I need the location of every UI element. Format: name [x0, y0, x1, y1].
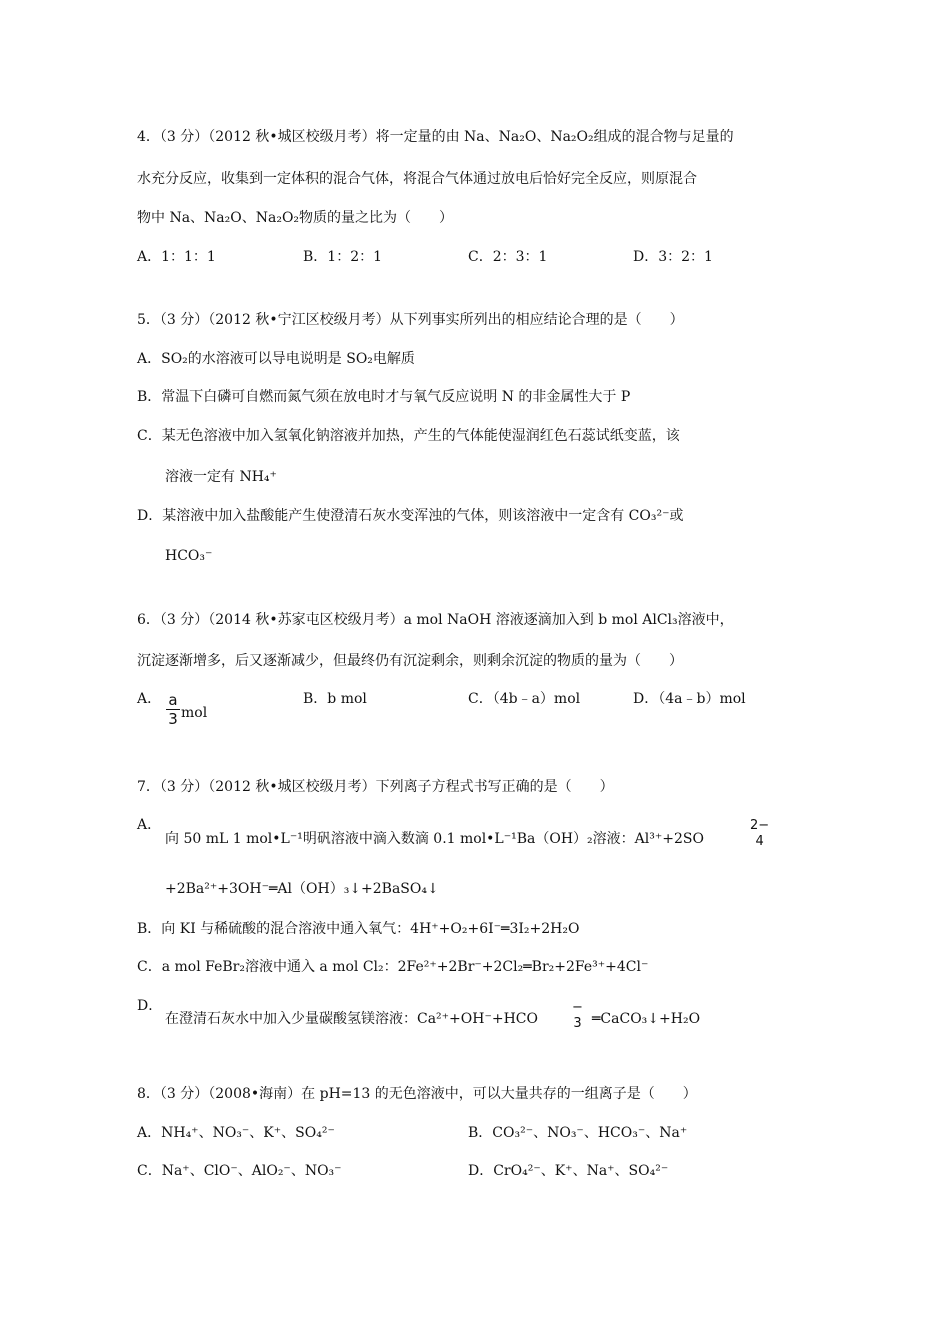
q8-stem: 8．（3 分）（2008•海南）在 pH=13 的无色溶液中，可以大量共存的一组离子是（ ）	[137, 1086, 697, 1102]
q4-option-d: D．3：2：1	[633, 249, 713, 265]
q4-option-a: A．1：1：1	[137, 249, 216, 265]
q6-option-a-unit: mol	[181, 705, 208, 721]
q7-option-c: C．a mol FeBr₂溶液中通入 a mol Cl₂：2Fe²⁺+2Br⁻+2Cl₂═Br₂+2Fe³⁺+4Cl⁻	[137, 959, 649, 975]
q6-stem-line2: 沉淀逐渐增多，后又逐渐减少，但最终仍有沉淀剩余，则剩余沉淀的物质的量为（ ）	[137, 653, 683, 669]
q6-option-c: C．（4b﹣a）mol	[468, 691, 581, 707]
q7-option-a-line2: +2Ba²⁺+3OH⁻═Al（OH）₃↓+2BaSO₄↓	[165, 881, 439, 897]
q8-option-a: A．NH₄⁺、NO₃⁻、K⁺、SO₄²⁻	[137, 1125, 335, 1141]
q4-option-b: B．1：2：1	[303, 249, 383, 265]
q8-option-c: C．Na⁺、ClO⁻、AlO₂⁻、NO₃⁻	[137, 1163, 342, 1179]
q5-option-c-line1: C．某无色溶液中加入氢氧化钠溶液并加热，产生的气体能使湿润红色石蕊试纸变蓝，该	[137, 428, 680, 444]
q4-stem-line1: 4．（3 分）（2012 秋•城区校级月考）将一定量的由 Na、Na₂O、Na₂O₂组成的混合物与足量的	[137, 129, 734, 145]
q7-option-a-line1: 向 50 mL 1 mol•L⁻¹明矾溶液中滴入数滴 0.1 mol•L⁻¹Ba（OH）₂溶液：Al³⁺+2SO	[165, 831, 704, 847]
q7-option-a-label: A．	[137, 817, 162, 833]
q5-option-b: B．常温下白磷可自燃而氮气须在放电时才与氧气反应说明 N 的非金属性大于 P	[137, 389, 631, 405]
q5-option-d-line1: D．某溶液中加入盐酸能产生使澄清石灰水变浑浊的气体，则该溶液中一定含有 CO₃²⁻或	[137, 508, 684, 524]
q6-stem-line1: 6．（3 分）（2014 秋•苏家屯区校级月考）a mol NaOH 溶液逐滴加入到 b mol AlCl₃溶液中，	[137, 612, 734, 628]
q5-option-c-line2: 溶液一定有 NH₄⁺	[165, 469, 277, 485]
q4-option-c: C．2：3：1	[468, 249, 548, 265]
q4-stem-line2: 水充分反应，收集到一定体积的混合气体，将混合气体通过放电后恰好完全反应，则原混合	[137, 171, 697, 187]
q7-option-d-line: 在澄清石灰水中加入少量碳酸氢镁溶液：Ca²⁺+OH⁻+HCO	[165, 1011, 538, 1027]
q5-option-a: A．SO₂的水溶液可以导电说明是 SO₂电解质	[137, 351, 415, 367]
q7-option-d-tail: ═CaCO₃↓+H₂O	[592, 1011, 701, 1027]
q4-stem-line3: 物中 Na、Na₂O、Na₂O₂物质的量之比为（ ）	[137, 210, 454, 226]
q6-option-a-label: A．	[137, 691, 162, 707]
q5-stem: 5．（3 分）（2012 秋•宁江区校级月考）从下列事实所列出的相应结论合理的是（ ）	[137, 312, 684, 328]
q6-option-b: B．b mol	[303, 691, 367, 707]
q7-option-a-so4-fraction	[750, 818, 769, 850]
q7-option-b: B．向 KI 与稀硫酸的混合溶液中通入氧气：4H⁺+O₂+6I⁻═3I₂+2H₂O	[137, 921, 580, 937]
q7-stem: 7．（3 分）（2012 秋•城区校级月考）下列离子方程式书写正确的是（ ）	[137, 779, 614, 795]
q6-option-a-numerator: a	[168, 691, 178, 709]
q7-option-d-label: D．	[137, 998, 163, 1014]
q6-option-a-denominator: 3	[168, 710, 178, 728]
q6-option-d: D．（4a﹣b）mol	[633, 691, 746, 707]
q6-option-a-fraction	[166, 692, 180, 727]
q8-option-b: B．CO₃²⁻、NO₃⁻、HCO₃⁻、Na⁺	[468, 1125, 688, 1141]
q7-option-d-subscript: 3	[573, 1016, 582, 1031]
q7-option-d-hco3-fraction	[572, 1000, 583, 1032]
q7-option-d-charge: −	[572, 1000, 583, 1015]
q7-option-a-subscript: 4	[755, 834, 764, 849]
q8-option-d: D．CrO₄²⁻、K⁺、Na⁺、SO₄²⁻	[468, 1163, 669, 1179]
q5-option-d-line2: HCO₃⁻	[165, 548, 213, 564]
q7-option-a-charge: 2−	[750, 818, 770, 833]
